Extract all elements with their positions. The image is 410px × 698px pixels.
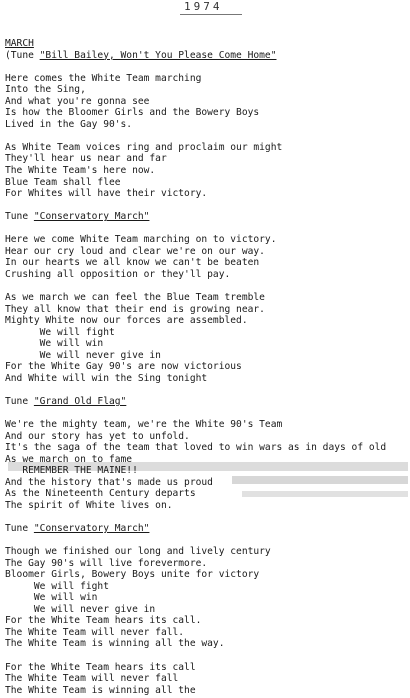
lyric-line: MARCH [5, 38, 34, 49]
lyric-line: The White Team will never fall. [5, 626, 185, 638]
lyric-line: They'll hear us near and far [5, 153, 167, 165]
lyric-line: Crushing all opposition or they'll pay. [5, 268, 231, 280]
lyric-line: It's the saga of the team that loved to win wars as in days of old [5, 442, 387, 454]
lyric-line: As we march we can feel the Blue Team tremble [5, 292, 265, 304]
lyric-line: Here we come White Team marching on to victory. [5, 234, 277, 246]
lyric-line [5, 408, 407, 420]
lyric-line: And White will win the Sing tonight [5, 372, 208, 384]
lyric-line [5, 280, 407, 292]
lyric-line: We will win [5, 338, 104, 350]
tune-title: "Conservatory March" [33, 211, 150, 223]
lyric-line: Though we finished our long and lively century [5, 546, 271, 558]
tune-prefix: (Tune [5, 49, 40, 61]
lyric-line [5, 223, 407, 235]
lyric-line: The White Team is winning all the [5, 684, 196, 696]
lyric-line [5, 535, 407, 547]
lyric-line: REMEMBER THE MAINE!! [5, 465, 138, 477]
lyric-line: Bloomer Girls, Bowery Boys unite for victory [5, 569, 260, 581]
lyric-line: We will fight [5, 326, 115, 338]
lyric-line [5, 61, 407, 73]
lyric-line [5, 50, 407, 62]
tune-prefix: Tune [5, 522, 34, 534]
lyric-line: And the history that's made us proud [5, 476, 213, 488]
lyric-line: The White Team is winning all the way. [5, 638, 225, 650]
lyric-line: Lived in the Gay 90's. [5, 118, 133, 130]
lyric-line: The White Team's here now. [5, 165, 156, 177]
lyric-line: We will fight [5, 580, 109, 592]
tune-prefix: Tune [5, 211, 34, 223]
lyric-line: As White Team voices ring and proclaim our might [5, 141, 283, 153]
lyric-line: They all know that their end is growing near. [5, 303, 265, 315]
lyric-line: We're the mighty team, we're the White 90's Team [5, 419, 283, 431]
lyric-line [5, 200, 407, 212]
lyric-line: Is how the Bloomer Girls and the Bowery Boys [5, 107, 260, 119]
lyric-line [5, 396, 407, 408]
year-underline [180, 14, 242, 15]
lyric-line: Hear our cry loud and clear we're on our way. [5, 245, 265, 257]
lyric-line: We will never give in [5, 603, 156, 615]
lyric-line: For the White Team hears its call [5, 661, 196, 673]
lyric-line [5, 511, 407, 523]
lyric-line: And our story has yet to unfold. [5, 430, 190, 442]
year-heading: 1974 [184, 0, 223, 13]
tune-title: "Bill Bailey, Won't You Please Come Home" [39, 49, 277, 61]
lyric-line [5, 384, 407, 396]
tune-prefix: Tune [5, 395, 34, 407]
lyric-line: The spirit of White lives on. [5, 499, 173, 511]
lyric-line [5, 650, 407, 662]
lyric-line: The White Team will never fall [5, 673, 179, 685]
lyric-line: In our hearts we all know we can't be beaten [5, 257, 260, 269]
song-lyrics [5, 38, 407, 696]
tune-title: "Grand Old Flag" [33, 395, 127, 407]
lyric-line: For Whites will have their victory. [5, 188, 208, 200]
lyric-line: Here comes the White Team marching [5, 72, 202, 84]
lyric-line: For the White Gay 90's are now victorious [5, 361, 242, 373]
lyric-line: The Gay 90's will live forevermore. [5, 557, 208, 569]
lyric-line: Mighty White now our forces are assembled. [5, 315, 248, 327]
lyric-line: Into the Sing, [5, 84, 86, 96]
lyric-line [5, 523, 407, 535]
lyric-line: We will never give in [5, 349, 161, 361]
tune-title: "Conservatory March" [33, 522, 150, 534]
lyric-line: As we march on to fame [5, 453, 133, 465]
lyric-line [5, 130, 407, 142]
lyric-line [5, 211, 407, 223]
lyric-line: And what you're gonna see [5, 95, 150, 107]
lyric-line: Blue Team shall flee [5, 176, 121, 188]
lyric-line: We will win [5, 592, 98, 604]
lyric-line: As the Nineteenth Century departs [5, 488, 196, 500]
lyric-line: For the White Team hears its call. [5, 615, 202, 627]
